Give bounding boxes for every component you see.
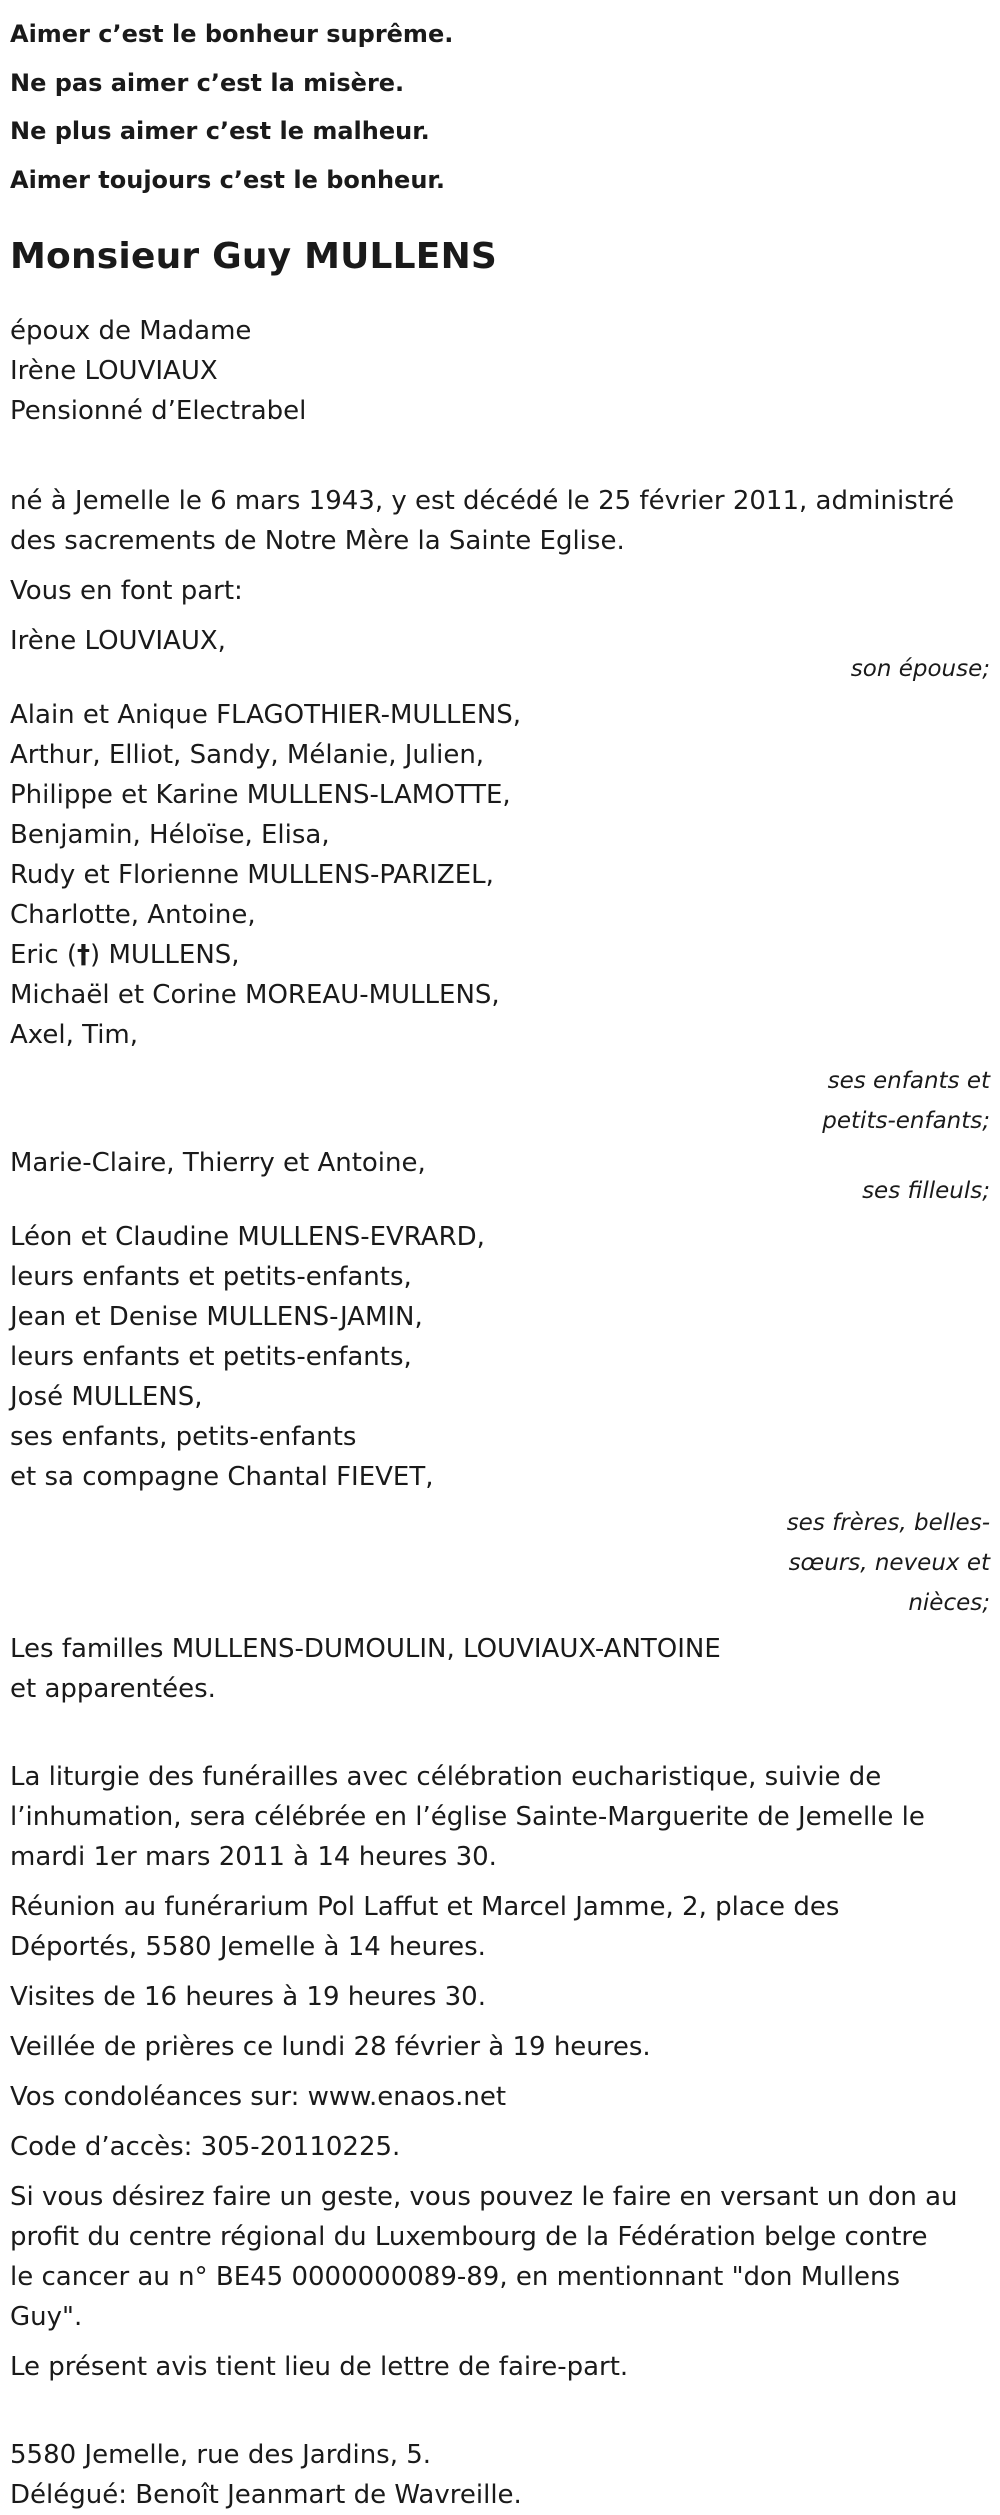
family-line: et sa compagne Chantal FIEVET, (10, 1462, 434, 1492)
access-code-text: Code d’accès: 305-20110225. (10, 2132, 401, 2162)
meeting-text: Réunion au funérarium Pol Laffut et Marcel Jamme, 2, place des Déportés, 5580 Jemelle à 14 heures. (10, 1892, 840, 1962)
godchildren-name: Marie-Claire, Thierry et Antoine, (10, 1148, 426, 1178)
notice-text: Le présent avis tient lieu de lettre de faire-part. (10, 2352, 629, 2382)
condolences-text: Vos condoléances sur: www.enaos.net (10, 2082, 507, 2112)
obituary-page (0, 10, 1000, 2515)
intro-line: Pensionné d’Electrabel (10, 396, 307, 426)
liturgy-text: La liturgie des funérailles avec célébration eucharistique, suivie de l’inhumation, sera célébrée en l’église Sainte-Marguerite de Jemelle le mardi 1er mars 2011 à 14 heures 30. (10, 1762, 925, 1872)
family-line: Axel, Tim, (10, 1020, 139, 1050)
intro-block (10, 311, 990, 431)
godchildren-block (10, 1143, 990, 1211)
spouse-name: Irène LOUVIAUX, (10, 626, 226, 656)
visits-text: Visites de 16 heures à 19 heures 30. (10, 1982, 486, 2012)
family-line: ses enfants, petits-enfants (10, 1422, 357, 1452)
children-relation: ses enfants et (827, 1068, 990, 1094)
siblings-block (10, 1217, 990, 1623)
intro-line: Irène LOUVIAUX (10, 356, 218, 386)
family-line: leurs enfants et petits-enfants, (10, 1342, 412, 1372)
family-line: Charlotte, Antoine, (10, 900, 256, 930)
deceased-name: Monsieur Guy MULLENS (10, 236, 498, 277)
poem-verse (10, 10, 990, 204)
announce-text: Vous en font part: (10, 576, 243, 606)
family-line: Michaël et Corine MOREAU-MULLENS, (10, 980, 500, 1010)
cross-icon: † (77, 940, 91, 970)
family-line-eric: Eric (†) MULLENS, (10, 940, 240, 970)
family-line: leurs enfants et petits-enfants, (10, 1262, 412, 1292)
verse-line: Aimer toujours c’est le bonheur. (10, 165, 445, 194)
family-line: Léon et Claudine MULLENS-EVRARD, (10, 1222, 485, 1252)
family-line: Philippe et Karine MULLENS-LAMOTTE, (10, 780, 511, 810)
spouse-relation: son épouse; (850, 656, 990, 682)
verse-line: Aimer c’est le bonheur suprême. (10, 20, 454, 48)
verse-line: Ne plus aimer c’est le malheur. (10, 117, 430, 145)
intro-line: époux de Madame (10, 316, 252, 346)
siblings-relation: sœurs, neveux et (788, 1550, 990, 1576)
families-block: Les familles MULLENS-DUMOULIN, LOUVIAUX-ANTOINE et apparentées. (10, 1634, 721, 1704)
family-line: Rudy et Florienne MULLENS-PARIZEL, (10, 860, 494, 890)
vigil-text: Veillée de prières ce lundi 28 février à 19 heures. (10, 2032, 651, 2062)
siblings-relation: nièces; (908, 1590, 990, 1616)
family-line: Jean et Denise MULLENS-JAMIN, (10, 1302, 423, 1332)
donation-text: Si vous désirez faire un geste, vous pouvez le faire en versant un don au profit du centre régional du Luxembourg de la Fédération belge contre le cancer au n° BE45 0000000089-89, en mentionnant "don Mullens Guy". (10, 2182, 958, 2332)
children-block (10, 695, 990, 1141)
address-block: 5580 Jemelle, rue des Jardins, 5. Délégué: Benoît Jeanmart de Wavreille. (10, 2440, 522, 2510)
verse-line: Ne pas aimer c’est la misère. (10, 68, 405, 97)
family-line: Benjamin, Héloïse, Elisa, (10, 820, 330, 850)
family-line: José MULLENS, (10, 1382, 203, 1412)
birth-death-text: né à Jemelle le 6 mars 1943, y est décédé le 25 février 2011, administré des sacrements de Notre Mère la Sainte Eglise. (10, 486, 955, 556)
family-line: Arthur, Elliot, Sandy, Mélanie, Julien, (10, 740, 485, 770)
family-line: Alain et Anique FLAGOTHIER-MULLENS, (10, 700, 522, 730)
godchildren-relation: ses filleuls; (862, 1178, 990, 1204)
siblings-relation: ses frères, belles- (786, 1510, 990, 1536)
spouse-block (10, 621, 990, 689)
children-relation: petits-enfants; (822, 1108, 990, 1134)
